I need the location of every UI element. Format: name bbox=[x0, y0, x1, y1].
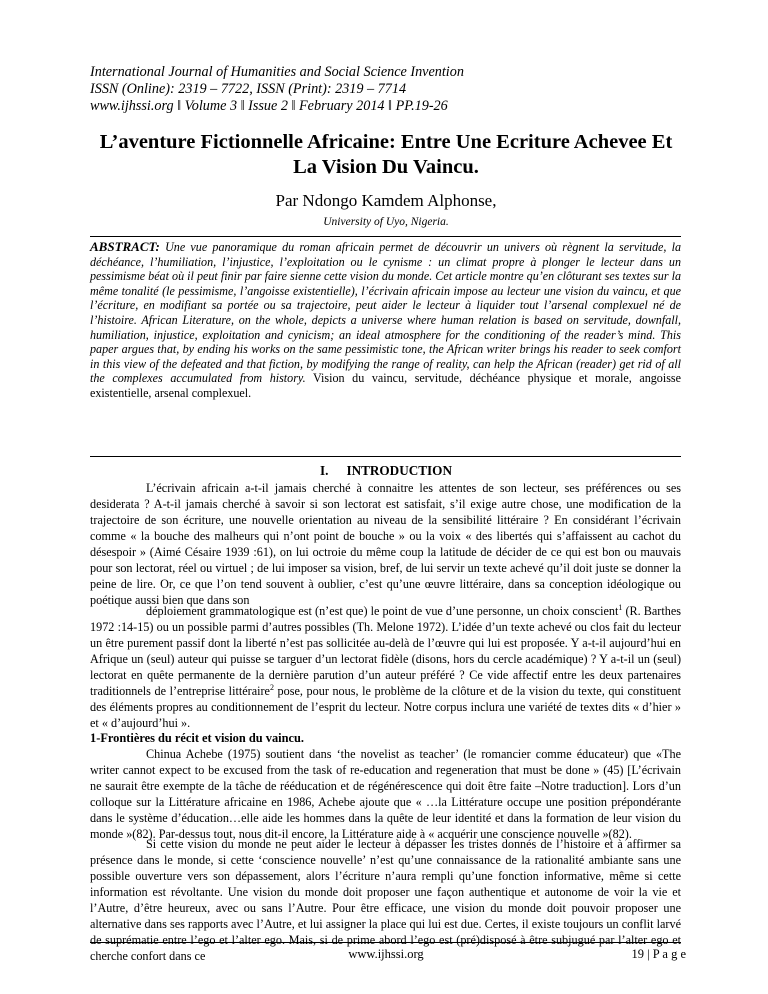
abstract-text: Une vue panoramique du roman africain permet de découvrir un univers où règnent la servitude, la déchéance, l’humiliation, l’injustice, l’exploitation ou le cynisme : un climat propre à plonger le lecteur dans un pessimisme béat où il peut finir par faire sienne cette vision du monde. Cet article montre qu’en clôturant ses textes sur la même tonalité (le pessimisme, l’angoisse existentielle), l’écrivain africain impose au lecteur une vision du vaincu, et que l’écriture, en modifiant sa portée ou sa trajectoire, peut aider le lecteur à liquider tout l’arsenal complexuel né de l’histoire. African Literature, on the whole, depicts a universe where human relation is based on servitude, downfall, humiliation, injustice, exploitation and cynicism; an ideal atmosphere for the conditioning of the reader’s mind. This paper argues that, by ending his works on the same pessimistic tone, the African writer brings his reader to seek comfort in this view of the defeated and that fiction, by modifying the range of reality, can help the African (reader) get rid of all the complexes accumulated from history. bbox=[90, 240, 681, 386]
footer-rule bbox=[90, 942, 681, 943]
subsection-paragraph-2: Si cette vision du monde ne peut aider le lecteur à dépasser les tristes donnés de l’histoire et à affirmer sa présence dans le monde, si cette ‘conscience nouvelle’ n’est qu’une connaissance de la rationalité ambiante sans une possible ouverture vers son dépassement, alors l’écriture n’aura rempli qu’une fonction informative, même si cette information est révoltante. Une vision du monde doit proposer une façon authentique et autonome de voir la vie et l’Autre, d’être heureux, avec ou sans l’Autre. Pour être efficace, une vision du monde doit pouvoir proposer une alternative dans ses rapports avec l’Autre, et lui assigner la place qui lui est due. Certes, il existe toujours un conflit larvé de suprématie entre l’ego et l’alter ego. Mais, si de prime abord l’ego est (pré)disposé à être subjugué par l’alter ego et cherche confort dans ce bbox=[90, 837, 681, 963]
abstract bbox=[90, 240, 681, 401]
intro-paragraph-1: L’écrivain africain a-t-il jamais cherché à connaitre les attentes de son lecteur, ses préférences ou ses desiderata ? A-t-il jamais cherché à savoir si son lectorat est satisfait, s’il exige autre chose, une modification de la trajectoire de son écriture, une nouvelle orientation au niveau de la sensibilité littéraire ? En considérant l’écrivain comme « la bouche des malheurs qui n’ont point de bouche » ou la voix « des libertés qui s’affaissent au cachot du désespoir » (Aimé Césaire 1939 :61), on lui octroie du même coup la latitude de décider de ce qui est bon ou mauvais pour son lectorat, réel ou virtuel ; de lui imposer sa vision, bref, de lui servir un texte achevé qu’il doit juste se donner la peine de lire. Or, ce que l’on tend souvent à oublier, c’est qu’une œuvre littéraire, dans sa conception idéologique ou poétique aussi bien que dans son bbox=[90, 481, 681, 607]
section-number: I. bbox=[320, 463, 329, 478]
journal-header bbox=[90, 64, 690, 115]
footer-page-number: 19 | P a g e bbox=[631, 947, 686, 961]
abstract-label: ABSTRACT: bbox=[90, 239, 160, 254]
author-affiliation: University of Uyo, Nigeria. bbox=[323, 216, 449, 228]
section-title: INTRODUCTION bbox=[346, 463, 452, 478]
subsection-paragraph-1: Chinua Achebe (1975) soutient dans ‘the novelist as teacher’ (le romancier comme éducateur) que «The writer cannot expect to be excused from the task of re-education and regeneration that must be done » (45) [L’écrivain ne saurait être exempte de la tâche de rééducation et de régénérescence qui doit être faite –Notre traduction]. Lors d’un colloque sur la Littérature africaine en 1986, Achebe ajoute que « …la Littérature occupe une position prépondérante dans le système d’éducation…elle aide les hommes dans la quête de leur identité et dans la formation de leur vision du monde »(82). Par-dessus tout, nous dit-il encore, la Littérature aide à « acquérir une conscience nouvelle »(82). bbox=[90, 747, 681, 841]
article-title-line1: L’aventure Fictionnelle Africaine: Entre Une Ecriture Achevee Et bbox=[99, 131, 673, 153]
footnote-ref-1: 1 bbox=[618, 602, 623, 612]
journal-issue-info: www.ijhssi.org ǁ Volume 3 ǁ Issue 2 ǁ February 2014 ǁ PP.19-26 bbox=[90, 98, 448, 114]
journal-issn: ISSN (Online): 2319 – 7722, ISSN (Print): 2319 – 7714 bbox=[90, 81, 407, 97]
abstract-bottom-rule bbox=[90, 456, 681, 457]
intro-paragraph-2-part1: déploiement grammatologique est (n’est que) le point de vue d’une personne, un choix conscient bbox=[146, 604, 619, 618]
article-title-line2: La Vision Du Vaincu. bbox=[293, 156, 479, 178]
article-title bbox=[90, 130, 682, 180]
abstract-keywords: Vision du vaincu, servitude, déchéance physique et morale, angoisse existentielle, arsenal complexuel. bbox=[90, 371, 681, 400]
intro-paragraph-2-part2: (R. Barthes 1972 :14-15) ou un possible parmi d’autres possibles (Th. Melone 1972). L’idée d’un texte achevé ou clos fait du lecteur un être purement passif dont la liberté n’est pas sollicitée au-delà de l’œuvre qui lui est proposée. Y a-t-il aujourd’hui en Afrique un (seul) auteur qui puisse se targuer d’un lectorat fidèle (disons, hors du cercle académique) ? Y a-t-il un (seul) lectorat en quête permanente de la dernière parution d’un auteur préféré ? Ce vide affectif entre les deux partenaires traditionnels de l’entreprise littéraire bbox=[90, 604, 682, 698]
abstract-top-rule bbox=[90, 236, 681, 237]
subsection-heading: 1-Frontières du récit et vision du vaincu. bbox=[90, 731, 304, 745]
footnote-ref-2: 2 bbox=[269, 682, 274, 692]
journal-name: International Journal of Humanities and Social Science Invention bbox=[90, 64, 464, 80]
author-name: Par Ndongo Kamdem Alphonse, bbox=[275, 191, 497, 210]
footer-url: www.ijhssi.org bbox=[348, 947, 424, 961]
intro-paragraph-2-part3: pose, pour nous, le problème de la clôture et de la vision du texte, qui constituent des éléments propres au conditionnement de l’esprit du lecteur. Notre corpus inclura une variété de textes dits « d’hier » et « d’aujourd’hui ». bbox=[90, 684, 681, 730]
section-heading-introduction bbox=[90, 463, 682, 479]
intro-paragraph-2 bbox=[90, 603, 681, 731]
